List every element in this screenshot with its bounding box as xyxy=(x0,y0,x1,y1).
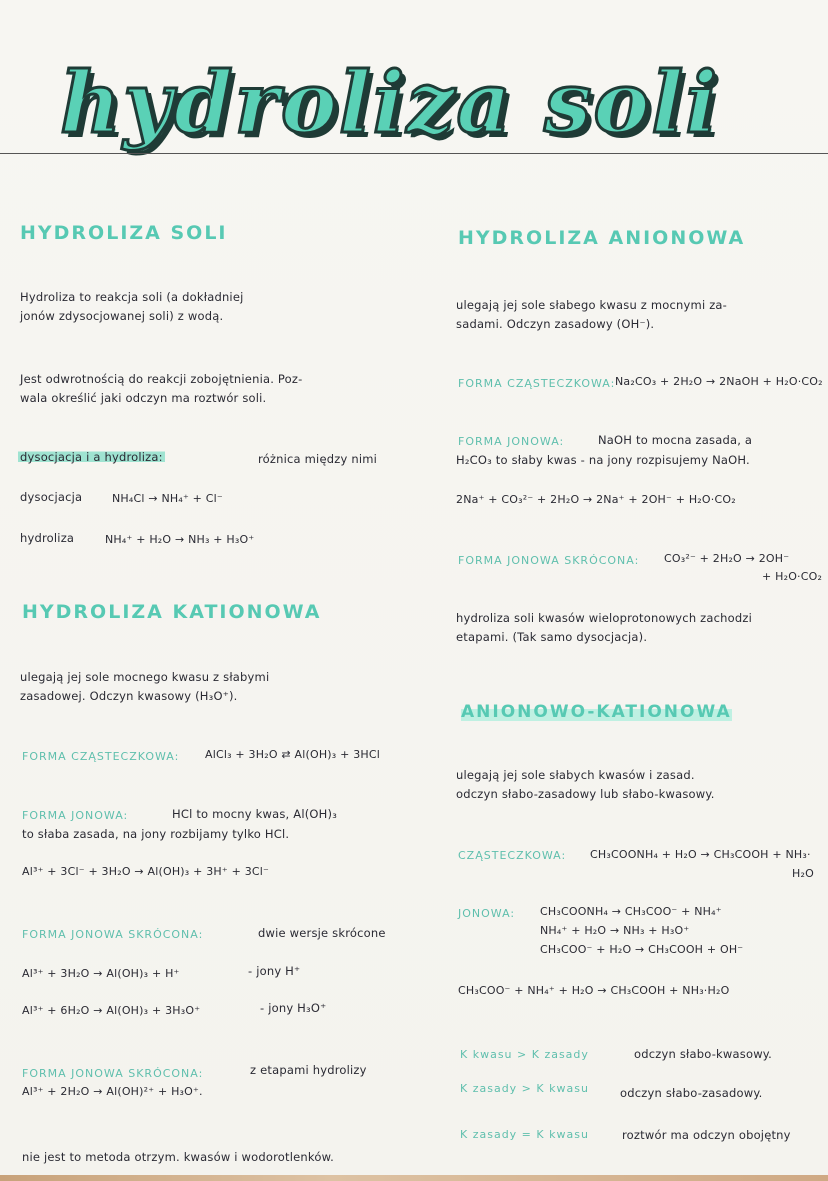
cationic-short-equation-1-note: - jony H⁺ xyxy=(248,964,301,978)
cationic-molecular-equation: AlCl₃ + 3H₂O ⇄ Al(OH)₃ + 3HCl xyxy=(205,748,381,761)
k-result-1: odczyn słabo-kwasowy. xyxy=(634,1047,773,1061)
k-condition-1: K kwasu > K zasady xyxy=(460,1048,589,1061)
anion-cation-molecular-label: CZĄSTECZKOWA: xyxy=(458,849,567,862)
cationic-short-equation-2: Al³⁺ + 6H₂O → Al(OH)₃ + 3H₃O⁺ xyxy=(22,1004,201,1017)
definition-line-2: jonów zdysocjowanej soli) z wodą. xyxy=(20,309,224,323)
anion-cation-ionic-label: JONOWA: xyxy=(458,907,516,920)
inverse-line-1: Jest odwrotnością do reakcji zobojętnienia. Poz- xyxy=(20,372,303,386)
anion-cation-ionic-equation-2: NH₄⁺ + H₂O → NH₃ + H₃O⁺ xyxy=(540,924,690,937)
inverse-line-2: wala określić jaki odczyn ma roztwór soli. xyxy=(20,391,267,405)
k-condition-2: K zasady > K kwasu xyxy=(460,1082,589,1095)
dissociation-equation: NH₄Cl → NH₄⁺ + Cl⁻ xyxy=(112,492,223,505)
k-result-2: odczyn słabo-zasadowy. xyxy=(620,1086,763,1100)
anion-cation-desc-2: odczyn słabo-zasadowy lub słabo-kwasowy. xyxy=(456,787,715,801)
cationic-ionic-note: HCl to mocny kwas, Al(OH)₃ xyxy=(172,807,337,821)
anionic-short-equation: CO₃²⁻ + 2H₂O → 2OH⁻ xyxy=(664,552,790,565)
heading-highlight: ANIONOWO-KATIONOWA xyxy=(461,702,732,722)
difference-label: różnica między nimi xyxy=(258,452,378,466)
polyprotic-note-1: hydroliza soli kwasów wieloprotonowych zachodzi xyxy=(456,611,753,625)
anion-cation-molecular-equation-cont: H₂O xyxy=(792,867,814,880)
hydrolysis-equation: NH₄⁺ + H₂O → NH₃ + H₃O⁺ xyxy=(105,533,255,546)
highlight-text: dysocjacja i a hydroliza: xyxy=(20,450,163,464)
anionic-molecular-label: FORMA CZĄSTECZKOWA: xyxy=(458,377,616,390)
anionic-molecular-equation: Na₂CO₃ + 2H₂O → 2NaOH + H₂O·CO₂ xyxy=(615,375,823,388)
cationic-desc-line-2: zasadowej. Odczyn kwasowy (H₃O⁺). xyxy=(20,689,238,703)
title-underline xyxy=(0,153,828,154)
anion-cation-molecular-equation: CH₃COONH₄ + H₂O → CH₃COOH + NH₃· xyxy=(590,848,811,861)
definition-line-1: Hydroliza to reakcja soli (a dokładniej xyxy=(20,290,244,304)
anionic-ionic-note: NaOH to mocna zasada, a xyxy=(598,433,753,447)
cationic-short-label: FORMA JONOWA SKRÓCONA: xyxy=(22,928,204,941)
cationic-short-equation-1: Al³⁺ + 3H₂O → Al(OH)₃ + H⁺ xyxy=(22,967,180,980)
cationic-ionic-note-2: to słaba zasada, na jony rozbijamy tylko HCl. xyxy=(22,827,290,841)
anionic-desc-line-1: ulegają jej sole słabego kwasu z mocnymi za- xyxy=(456,298,728,312)
heading-hydroliza-kationowa: HYDROLIZA KATIONOWA xyxy=(22,601,322,623)
anion-cation-desc-1: ulegają jej sole słabych kwasów i zasad. xyxy=(456,768,695,782)
hydrolysis-label: hydroliza xyxy=(20,531,75,545)
title-area xyxy=(20,30,810,180)
heading-hydroliza-soli: HYDROLIZA SOLI xyxy=(20,222,228,244)
page-title: hydroliza soli xyxy=(60,53,720,152)
cationic-short-note: dwie wersje skrócone xyxy=(258,926,386,940)
difference-highlight xyxy=(18,448,165,467)
anionic-short-label: FORMA JONOWA SKRÓCONA: xyxy=(458,554,640,567)
anion-cation-sum-equation: CH₃COO⁻ + NH₄⁺ + H₂O → CH₃COOH + NH₃·H₂O xyxy=(458,984,730,997)
dissociation-label: dysocjacja xyxy=(20,490,83,504)
cationic-ionic-equation: Al³⁺ + 3Cl⁻ + 3H₂O → Al(OH)₃ + 3H⁺ + 3Cl⁻ xyxy=(22,865,270,878)
cationic-ionic-label: FORMA JONOWA: xyxy=(22,809,129,822)
polyprotic-note-2: etapami. (Tak samo dysocjacja). xyxy=(456,630,648,644)
cationic-short-equation-2-note: - jony H₃O⁺ xyxy=(260,1001,327,1015)
anionic-short-equation-cont: + H₂O·CO₂ xyxy=(762,570,823,583)
anion-cation-ionic-equation-3: CH₃COO⁻ + H₂O → CH₃COOH + OH⁻ xyxy=(540,943,744,956)
anionic-desc-line-2: sadami. Odczyn zasadowy (OH⁻). xyxy=(456,317,655,331)
anion-cation-ionic-equation-1: CH₃COONH₄ → CH₃COO⁻ + NH₄⁺ xyxy=(540,905,722,918)
cationic-molecular-label: FORMA CZĄSTECZKOWA: xyxy=(22,750,180,763)
heading-hydroliza-anionowa: HYDROLIZA ANIONOWA xyxy=(458,227,746,249)
cationic-stages-note: z etapami hydrolizy xyxy=(250,1063,367,1077)
cationic-stages-label: FORMA JONOWA SKRÓCONA: xyxy=(22,1067,204,1080)
anionic-ionic-label: FORMA JONOWA: xyxy=(458,435,565,448)
cationic-stages-equation: Al³⁺ + 2H₂O → Al(OH)²⁺ + H₃O⁺. xyxy=(22,1085,203,1098)
k-result-3: roztwór ma odczyn obojętny xyxy=(622,1128,791,1142)
heading-anionowo-kationowa xyxy=(461,702,732,722)
k-condition-3: K zasady = K kwasu xyxy=(460,1128,589,1141)
desk-edge xyxy=(0,1175,828,1181)
anionic-ionic-note-2: H₂CO₃ to słaby kwas - na jony rozpisujemy NaOH. xyxy=(456,453,750,467)
cationic-desc-line-1: ulegają jej sole mocnego kwasu z słabymi xyxy=(20,670,270,684)
anionic-ionic-equation: 2Na⁺ + CO₃²⁻ + 2H₂O → 2Na⁺ + 2OH⁻ + H₂O·CO₂ xyxy=(456,493,736,506)
footer-note: nie jest to metoda otrzym. kwasów i wodorotlenków. xyxy=(22,1150,334,1164)
